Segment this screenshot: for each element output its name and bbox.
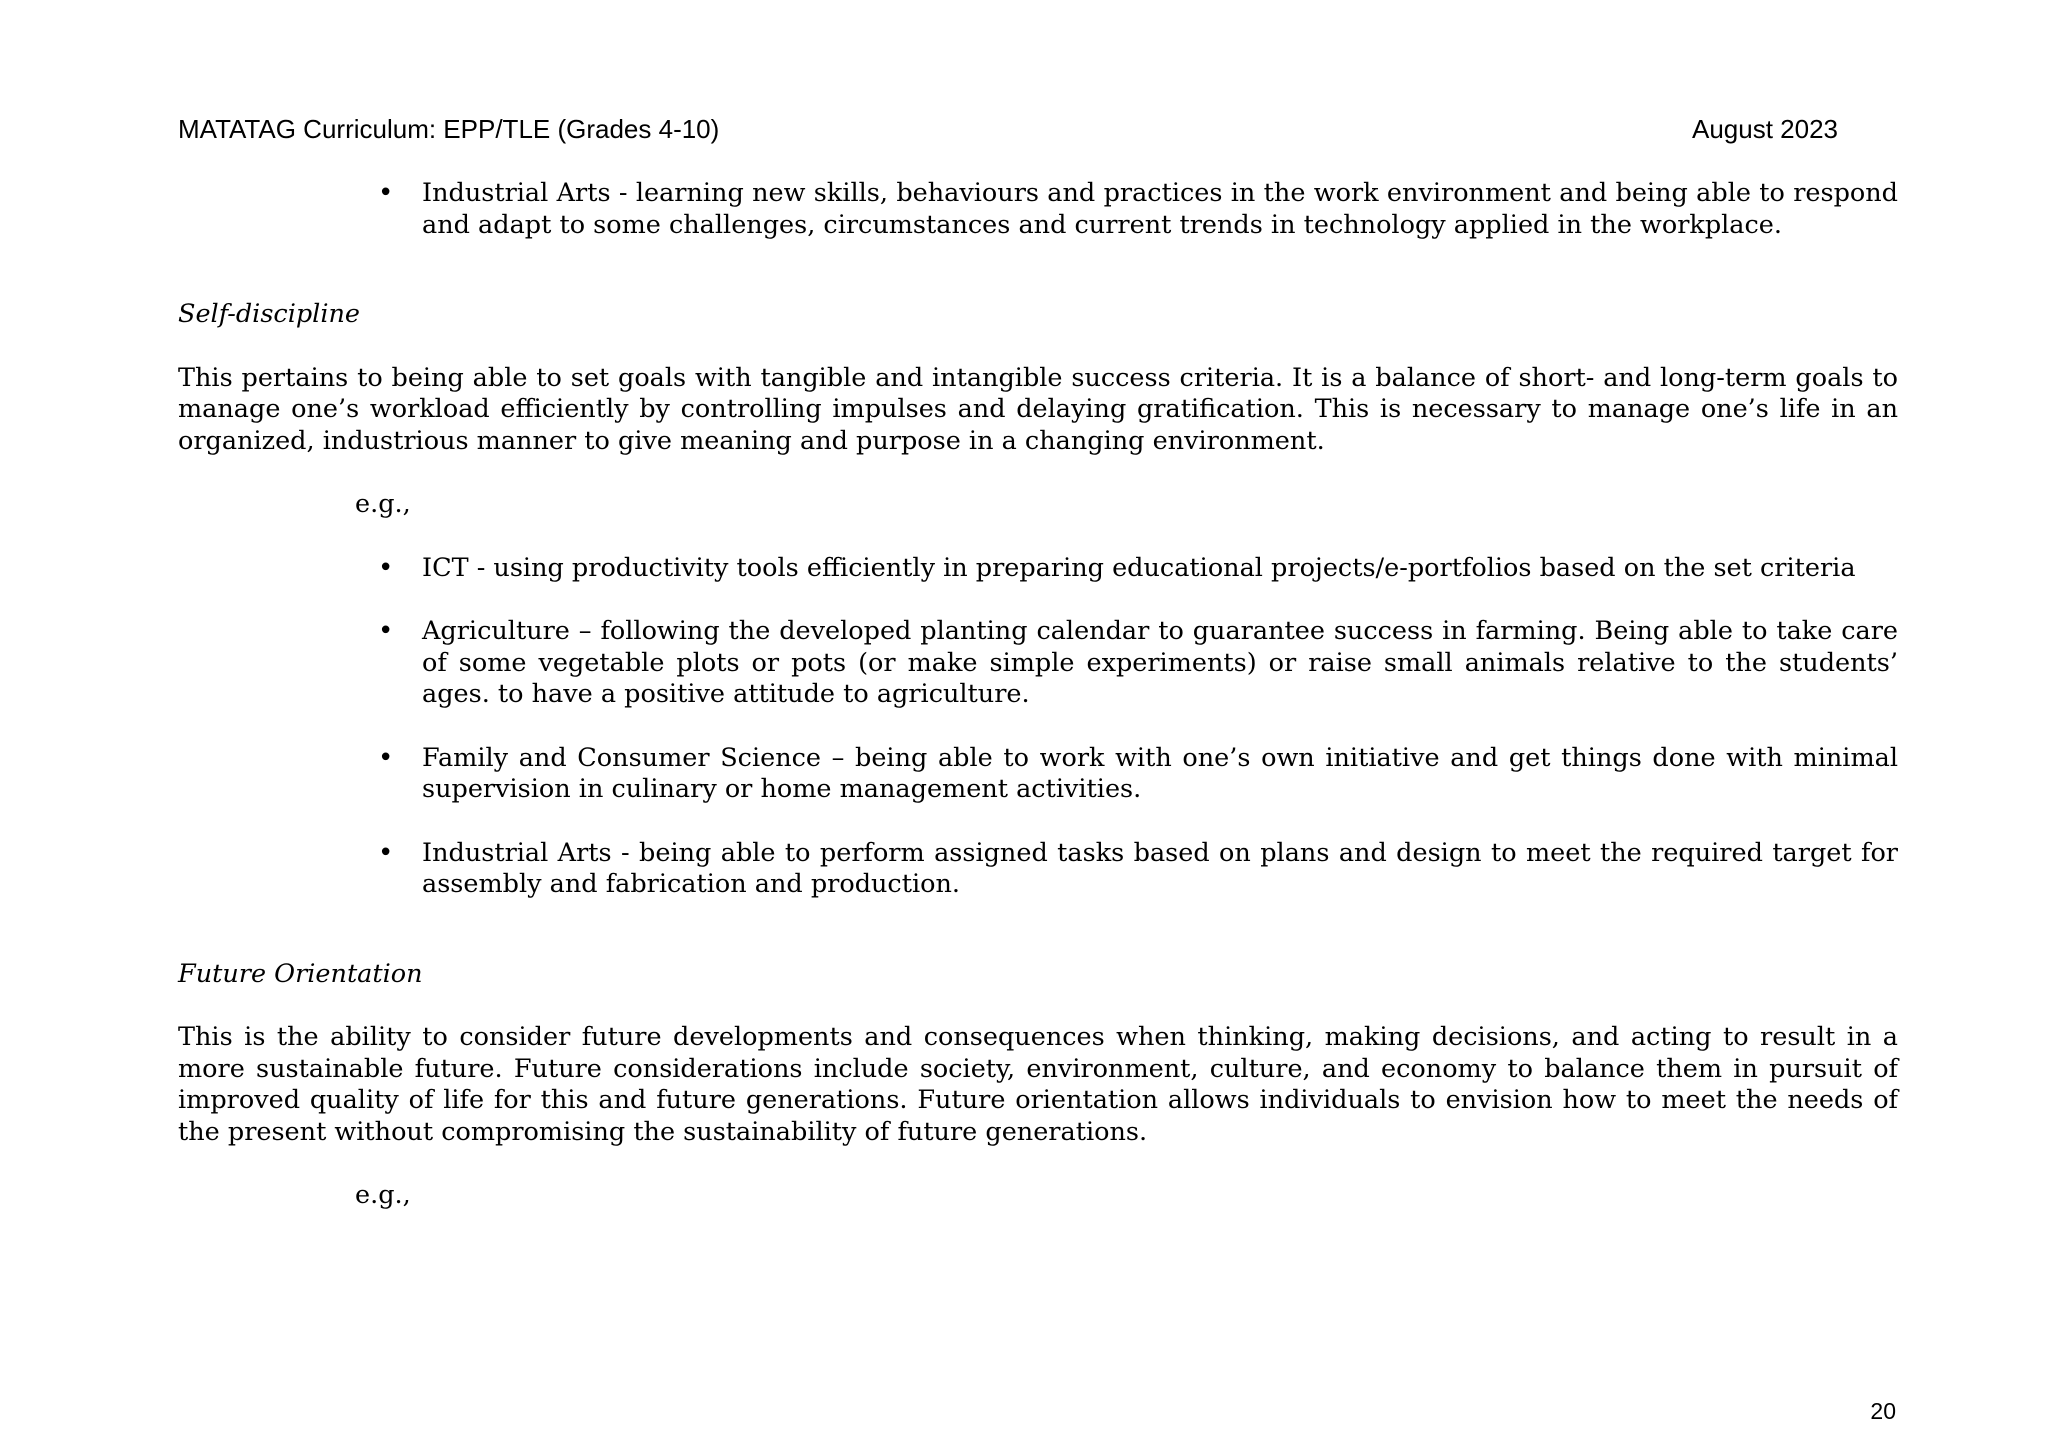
list-item: [378, 837, 1898, 901]
top-bullet-list: [178, 178, 1898, 241]
list-item: [378, 742, 1898, 806]
page-content: [178, 178, 1898, 1244]
future-orientation-eg-label: e.g.,: [355, 1180, 411, 1210]
header-date: August 2023: [1691, 114, 1838, 144]
page-number: 20: [1870, 1398, 1896, 1424]
header-title: MATATAG Curriculum: EPP/TLE (Grades 4-10): [178, 114, 720, 144]
list-item-text: Industrial Arts - being able to perform assigned tasks based on plans and design to meet the required target for assembly and fabrication and production.: [422, 837, 1898, 899]
section-heading-self-discipline: Self-discipline: [178, 299, 361, 329]
list-item-text: ICT - using productivity tools efficiently in preparing educational projects/e-portfolios based on the set criteria: [422, 552, 1856, 583]
self-discipline-paragraph: This pertains to being able to set goals with tangible and intangible success criteria. It is a balance of short- and long-term goals to manage one’s workload efficiently by controlling impulses and delaying gratification. This is necessary to manage one’s life in an organized, industrious manner to give meaning and purpose in a changing environment.: [178, 362, 1898, 456]
list-item: [378, 178, 1898, 241]
bullet-icon: •: [378, 837, 394, 868]
page-header: [178, 112, 1838, 148]
self-discipline-eg-label: e.g.,: [355, 489, 411, 519]
list-item-text: Industrial Arts - learning new skills, behaviours and practices in the work environment and being able to respond and adapt to some challenges, circumstances and current trends in technology applied in the workplace.: [422, 178, 1898, 240]
list-item: [378, 552, 1898, 585]
bullet-icon: •: [378, 616, 394, 646]
future-orientation-paragraph: This is the ability to consider future developments and consequences when thinking, making decisions, and acting to result in a more sustainable future. Future considerations include society, environment, culture, and economy to balance them in pursuit of improved quality of life for this and future generations. Future orientation allows individuals to envision how to meet the needs of the present without compromising the sustainability of future generations.: [178, 1022, 1898, 1147]
list-item-text: Family and Consumer Science – being able to work with one’s own initiative and get things done with minimal supervision in culinary or home management activities.: [422, 742, 1898, 804]
list-item: [378, 616, 1898, 711]
bullet-icon: •: [378, 742, 394, 773]
section-heading-future-orientation: Future Orientation: [178, 958, 423, 989]
bullet-icon: •: [378, 552, 394, 583]
bullet-icon: •: [378, 178, 394, 208]
self-discipline-bullet-list: [178, 553, 1898, 901]
list-item-text: Agriculture – following the developed planting calendar to guarantee success in farming. Being able to take care of some vegetable plots or pots (or make simple experiments) or raise small animals relative to the students’ ages. to have a positive attitude to agriculture.: [422, 616, 1898, 709]
